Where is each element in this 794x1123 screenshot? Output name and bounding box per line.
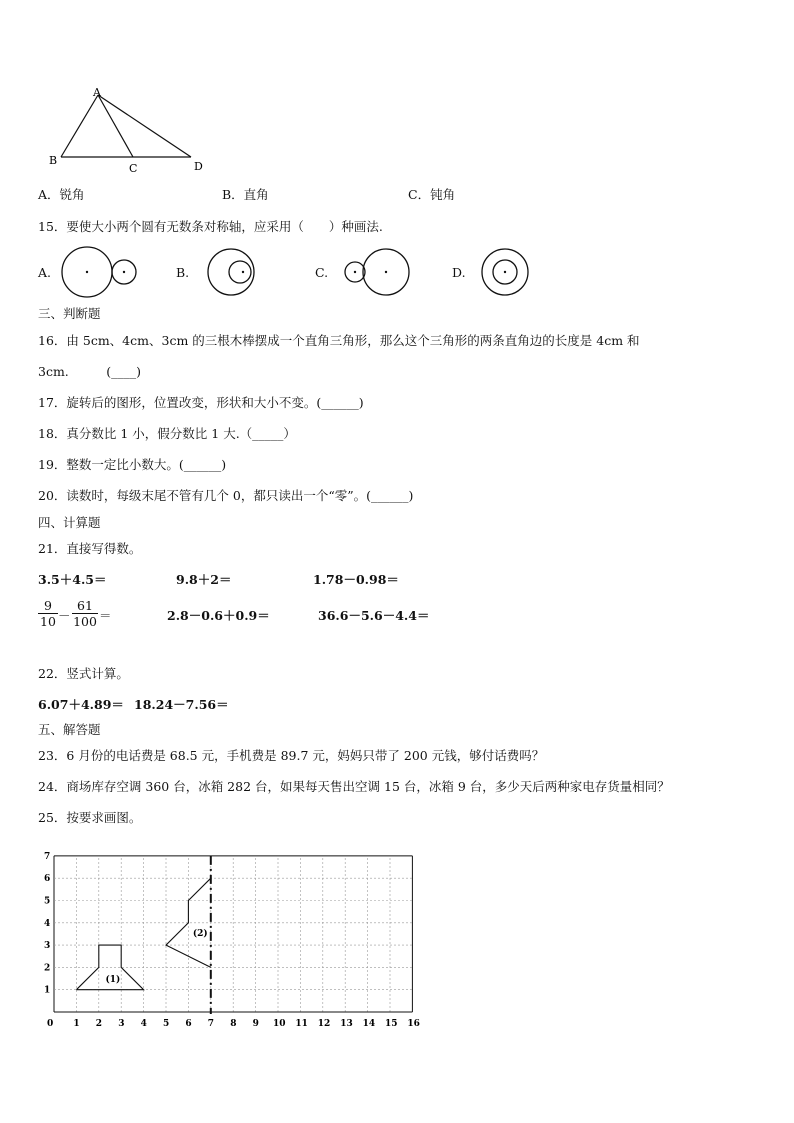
y-axis-tick-label: 5	[44, 896, 51, 907]
fraction-numerator: 61	[77, 598, 93, 613]
q15-option-d-label: D.	[452, 265, 466, 280]
q15-option-b-label: B.	[176, 265, 190, 280]
circles-option-d	[479, 245, 535, 301]
grid-figure	[30, 845, 430, 1035]
q18-text: 18．真分数比 1 小，假分数比 1 大.（_____）	[38, 426, 296, 441]
y-axis-tick-label: 1	[44, 985, 51, 996]
q21-item-2: 9.8＋2＝	[176, 572, 232, 587]
q25-title: 25．按要求画图。	[38, 810, 142, 825]
q16-line2: 3cm. (____)	[38, 364, 142, 379]
x-axis-tick-label: 8	[230, 1019, 237, 1029]
q15-option-a-label: A.	[38, 265, 52, 280]
q20-text: 20．读数时，每级末尾不管有几个 0，都只读出一个“零”。(______)	[38, 488, 414, 503]
fraction-denominator: 100	[73, 614, 97, 629]
x-axis-tick-label: 10	[273, 1019, 286, 1029]
q17-text: 17．旋转后的图形，位置改变，形状和大小不变。(______)	[38, 395, 364, 410]
minus-sign: －	[58, 608, 71, 623]
y-axis-tick-label: 7	[44, 851, 51, 862]
x-axis-tick-label: 2	[95, 1019, 103, 1029]
shape-2-label: (2)	[192, 929, 208, 940]
x-axis-tick-label: 7	[207, 1019, 215, 1029]
point-c: C	[129, 162, 138, 175]
circles-option-c	[340, 245, 415, 301]
q22-item-2: 18.24－7.56＝	[134, 697, 229, 712]
point-a: A	[93, 86, 101, 99]
circles-option-b	[203, 245, 259, 301]
point-b: B	[49, 154, 58, 167]
section-5-heading: 五、解答题	[38, 722, 101, 737]
q14-option-a: A．锐角	[38, 187, 85, 202]
y-axis-tick-label: 4	[44, 918, 51, 929]
q15-text: 15．要使大小两个圆有无数条对称轴，应采用（ ）种画法.	[38, 219, 383, 234]
q21-item-1: 3.5＋4.5＝	[38, 572, 107, 587]
fraction-denominator: 10	[40, 614, 56, 629]
y-axis-tick-label: 3	[44, 941, 51, 952]
grid-lines	[54, 856, 412, 1012]
q22-title: 22．竖式计算。	[38, 666, 129, 681]
x-axis-tick-label: 13	[340, 1019, 353, 1029]
q24-text: 24．商场库存空调 360 台，冰箱 282 台，如果每天售出空调 15 台，冰箱 9 台，多少天后两种家电存货量相同？	[38, 779, 670, 794]
x-axis-tick-label: 5	[163, 1019, 170, 1029]
x-axis-tick-label: 3	[118, 1019, 125, 1029]
q21-item-6: 36.6－5.6－4.4＝	[318, 608, 430, 623]
fraction-61-100	[72, 598, 98, 629]
q14-option-c: C．钝角	[408, 187, 456, 202]
point-d: D	[194, 160, 203, 173]
x-axis-tick-label: 1	[73, 1019, 80, 1029]
shape-1-label: (1)	[105, 974, 121, 985]
x-axis-tick-label: 0	[47, 1019, 54, 1029]
q22-item-1: 6.07＋4.89＝	[38, 697, 124, 712]
fraction-9-10	[38, 598, 58, 629]
x-axis-tick-label: 14	[362, 1019, 376, 1029]
q21-item-5: 2.8－0.6＋0.9＝	[167, 608, 270, 623]
q15-option-c-label: C.	[315, 265, 329, 280]
q19-text: 19．整数一定比小数大。(______)	[38, 457, 227, 472]
equals-sign: ＝	[99, 608, 112, 623]
q21-title: 21．直接写得数。	[38, 541, 142, 556]
x-axis-tick-label: 9	[252, 1019, 259, 1029]
q23-text: 23．6 月份的电话费是 68.5 元，手机费是 89.7 元，妈妈只带了 200 元钱，够付话费吗？	[38, 748, 545, 763]
x-axis-tick-label: 11	[295, 1019, 308, 1029]
q16-line1: 16．由 5cm、4cm、3cm 的三根木棒摆成一个直角三角形，那么这个三角形的两条直角边的长度是 4cm 和	[38, 333, 640, 348]
circles-option-a	[58, 245, 140, 301]
x-axis-tick-label: 15	[385, 1019, 398, 1029]
section-3-heading: 三、判断题	[38, 306, 101, 321]
y-axis-tick-label: 6	[44, 874, 51, 885]
x-axis-tick-label: 12	[317, 1019, 331, 1029]
q21-item-3: 1.78－0.98＝	[313, 572, 399, 587]
y-axis-tick-label: 2	[44, 963, 51, 974]
x-axis-tick-label: 4	[140, 1019, 147, 1029]
q14-option-b: B．直角	[222, 187, 269, 202]
fraction-numerator: 9	[44, 598, 52, 613]
triangle-figure	[45, 85, 215, 180]
x-axis-tick-label: 16	[407, 1019, 420, 1029]
x-axis-tick-label: 6	[185, 1019, 192, 1029]
section-4-heading: 四、计算题	[38, 515, 101, 530]
